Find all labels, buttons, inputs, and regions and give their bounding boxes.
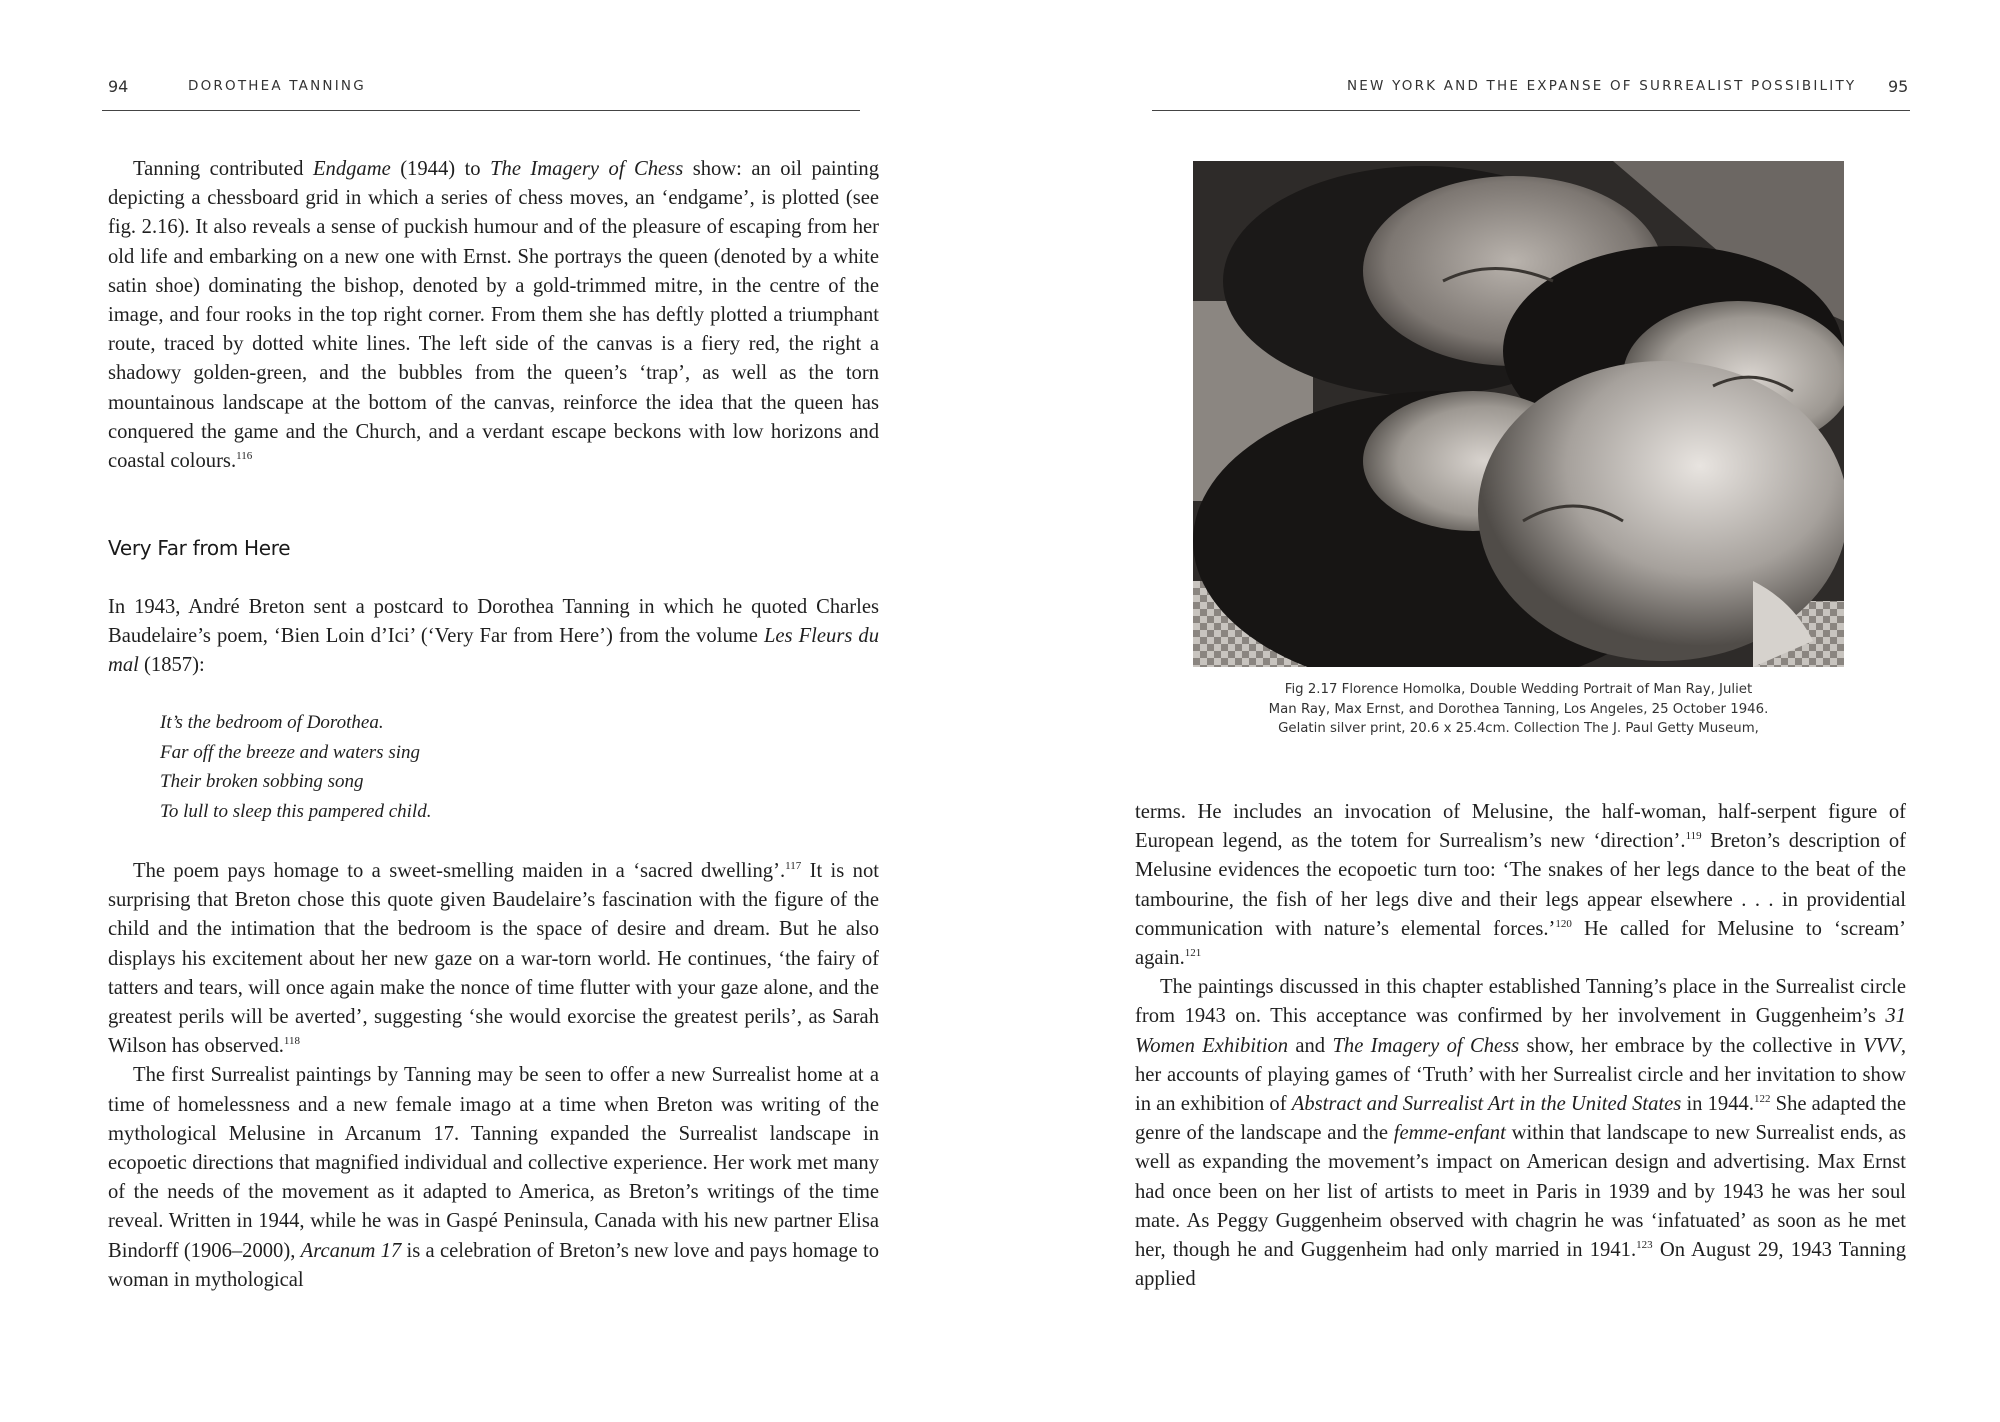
- section-heading: Very Far from Here: [108, 536, 291, 560]
- running-head: NEW YORK AND THE EXPANSE OF SURREALIST POSSIBILITY: [1347, 78, 1857, 94]
- page-number: 95: [1888, 77, 1909, 96]
- body-text-block-1: [108, 155, 879, 476]
- paragraph: The paintings discussed in this chapter established Tanning’s place in the Surrealist circle from 1943 on. This acceptance was confirmed by her involvement in Guggenheim’s 31 Women Exhibition and The Imagery of Chess show, her embrace by the collective in VVV, her accounts of playing games of ‘Truth’ with her Surrealist circle and her invitation to show in an exhibition of Abstract and Surrealist Art in the United States in 1944.$^{122}$ She adapted the genre of the landscape and the femme-enfant within that landscape to new Surrealist ends, as well as expanding the movement’s impact on American design and advertising. Max Ernst had once been on her list of artists to meet in Paris in 1939 and by 1943 he was her soul mate. As Peggy Guggenheim observed with chagrin he was ‘infatuated’ as soon as he met her, though he and Guggenheim had only married in 1941.$^{123}$ On August 29, 1943 Tanning applied: [1135, 976, 1907, 1291]
- paragraph: In 1943, André Breton sent a postcard to Dorothea Tanning in which he quoted Charles Baudelaire’s poem, ‘Bien Loin d’Ici’ (‘Very Far from Here’) from the volume Les Fleurs du mal (1857):: [108, 596, 880, 677]
- paragraph: terms. He includes an invocation of Melusine, the half-woman, half-serpent figure of European legend, as the totem for Surrealism’s new ‘direction’.$^{119}$ Breton’s description of Melusine evidences the ecopoetic turn too: ‘The snakes of her legs dance to the beat of the tambourine, the fish of her legs dive and their legs appear elsewhere . . . in providential communication with nature’s elemental forces.’$^{120}$ He called for Melusine to ‘scream’ again.$^{121}$: [1135, 801, 1906, 970]
- body-text-block-2: [108, 593, 879, 681]
- body-text-block-4: [1135, 798, 1906, 1294]
- figure-caption: [1193, 680, 1844, 739]
- photo-image: [1193, 161, 1844, 667]
- running-head: DOROTHEA TANNING: [188, 78, 366, 94]
- verse-line: It’s the bedroom of Dorothea.: [160, 712, 384, 733]
- wedding-portrait-photo: [1193, 161, 1844, 667]
- header-rule: [102, 110, 860, 111]
- caption-line: Man Ray, Max Ernst, and Dorothea Tanning, Los Angeles, 25 October 1946.: [1268, 701, 1769, 717]
- caption-line: Gelatin silver print, 20.6 x 25.4cm. Collection The J. Paul Getty Museum,: [1278, 721, 1759, 736]
- body-text-block-3: [108, 857, 879, 1295]
- verse-line: To lull to sleep this pampered child.: [160, 800, 432, 822]
- header-rule: [1152, 110, 1910, 111]
- page-number: 94: [108, 77, 129, 96]
- poem-quotation: [160, 708, 760, 826]
- paragraph: The first Surrealist paintings by Tanning may be seen to offer a new Surrealist home at a time of homelessness and a new female imago at a time when Breton was writing of the mythological Melusine in Arcanum 17. Tanning expanded the Surrealist landscape in ecopoetic directions that magnified individual and collective experience. Her work met many of the needs of the movement as it adapted to America, as Breton’s writings of the time reveal. Written in 1944, while he was in Gaspé Peninsula, Canada with his new partner Elisa Bindorff (1906–2000), Arcanum 17 is a celebration of Breton’s new love and pays homage to woman in mythological: [108, 1064, 879, 1291]
- caption-line: Fig 2.17 Florence Homolka, Double Wedding Portrait of Man Ray, Juliet: [1284, 682, 1753, 697]
- verse-line: Their broken sobbing song: [160, 771, 364, 792]
- paragraph: Tanning contributed Endgame (1944) to The Imagery of Chess show: an oil painting depicting a chessboard grid in which a series of chess moves, an ‘endgame’, is plotted (see fig. 2.16). It also reveals a sense of puckish humour and of the pleasure of escaping from her old life and embarking on a new one with Ernst. She portrays the queen (denoted by a white satin shoe) dominating the bishop, denoted by a gold-trimmed mitre, in the centre of the image, and four rooks in the top right corner. From them she has deftly plotted a triumphant route, traced by dotted white lines. The left side of the canvas is a fiery red, the right a shadowy golden-green, and the bubbles from the queen’s ‘trap’, as well as the torn mountainous landscape at the bottom of the canvas, reinforce the idea that the queen has conquered the game and the Church, and a verdant escape beckons with low horizons and coastal colours.$^{116}$: [108, 158, 879, 473]
- verse-line: Far off the breeze and waters sing: [160, 741, 420, 763]
- right-page: [1000, 0, 2000, 1422]
- paragraph: The poem pays homage to a sweet-smelling maiden in a ‘sacred dwelling’.$^{117}$ It is not surprising that Breton chose this quote given Baudelaire’s fascination with the figure of the child and the intimation that the bedroom is the space of desire and dream. But he also displays his excitement about her new gaze on a war-torn world. He continues, ‘the fairy of tatters and tears, will once again make the nonce of time flutter with your gaze alone, and the greatest perils will be averted’, suggesting ‘she would exorcise the greatest perils’, as Sarah Wilson has observed.$^{118}$: [108, 860, 879, 1058]
